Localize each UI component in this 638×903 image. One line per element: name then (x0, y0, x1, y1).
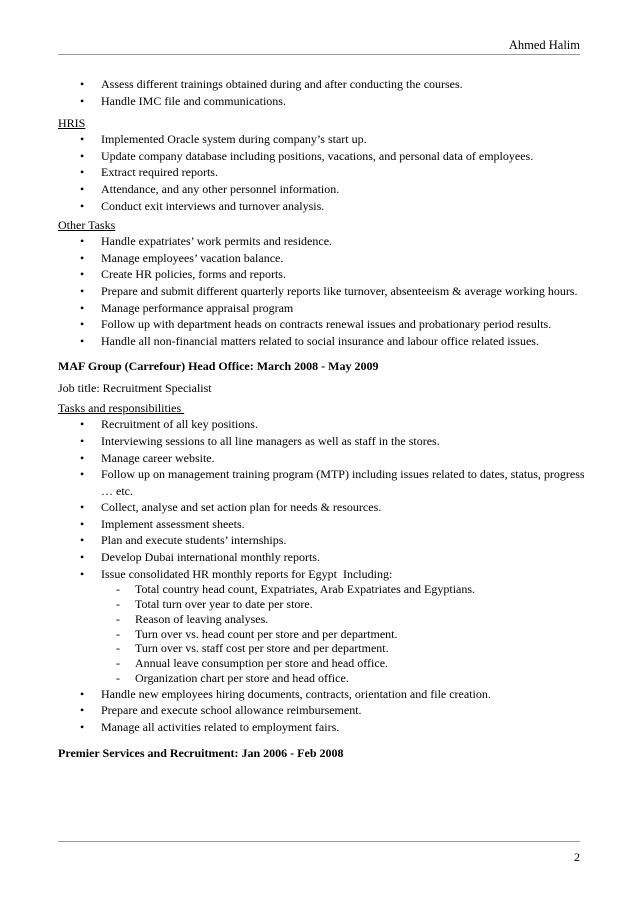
company-heading-maf: MAF Group (Carrefour) Head Office: March 2008 - May 2009 (58, 359, 379, 374)
list-item: • Manage career website. (58, 450, 588, 467)
list-item: • Prepare and execute school allowance reimbursement. (58, 702, 588, 719)
sub-list-item: - Organization chart per store and head office. (58, 671, 588, 686)
sub-list-item: - Total turn over year to date per store. (58, 597, 588, 612)
list-item: • Develop Dubai international monthly reports. (58, 549, 588, 566)
list-item: • Implemented Oracle system during company’s start up. (58, 131, 588, 148)
list-item: • Follow up on management training program (MTP) including issues related to dates, status, progress … etc. (58, 466, 588, 499)
list-item: • Prepare and submit different quarterly reports like turnover, absenteeism & average working hours. (58, 283, 588, 300)
list-item: • Plan and execute students’ internships. (58, 532, 588, 549)
sub-list-item: - Annual leave consumption per store and head office. (58, 656, 588, 671)
list-item: • Issue consolidated HR monthly reports for Egypt Including: (58, 566, 588, 583)
document-body (58, 76, 588, 762)
sub-list-item: - Turn over vs. staff cost per store and per department. (58, 641, 588, 656)
list-item: • Extract required reports. (58, 164, 588, 181)
list-item: • Handle all non-financial matters related to social insurance and labour office related issues. (58, 333, 588, 350)
other-tasks-bullet-list (58, 233, 588, 349)
list-item: • Handle IMC file and communications. (58, 93, 588, 110)
job-title: Job title: Recruitment Specialist (58, 381, 212, 396)
hris-bullet-list (58, 131, 588, 214)
section-heading-tasks: Tasks and responsibilities (58, 401, 185, 416)
list-item: • Manage all activities related to employment fairs. (58, 719, 588, 736)
list-item: • Manage performance appraisal program (58, 300, 588, 317)
section-heading-other-tasks: Other Tasks (58, 218, 116, 233)
monthly-reports-sub-list (58, 582, 588, 686)
list-item: • Interviewing sessions to all line managers as well as staff in the stores. (58, 433, 588, 450)
section-heading-hris: HRIS (58, 116, 86, 131)
list-item: • Handle new employees hiring documents, contracts, orientation and file creation. (58, 686, 588, 703)
footer-divider (58, 841, 580, 842)
header-divider (58, 54, 580, 55)
maf-bullet-list-continued (58, 686, 588, 736)
list-item: • Manage employees’ vacation balance. (58, 250, 588, 267)
sub-list-item: - Turn over vs. head count per store and per department. (58, 627, 588, 642)
continued-bullet-list (58, 76, 588, 109)
list-item: • Attendance, and any other personnel information. (58, 181, 588, 198)
list-item: • Assess different trainings obtained during and after conducting the courses. (58, 76, 588, 93)
list-item: • Create HR policies, forms and reports. (58, 266, 588, 283)
company-heading-premier: Premier Services and Recruitment: Jan 2006 - Feb 2008 (58, 745, 344, 760)
sub-list-item: - Total country head count, Expatriates, Arab Expatriates and Egyptians. (58, 582, 588, 597)
list-item: • Handle expatriates’ work permits and residence. (58, 233, 588, 250)
list-item: • Collect, analyse and set action plan for needs & resources. (58, 499, 588, 516)
list-item: • Follow up with department heads on contracts renewal issues and probationary period results. (58, 316, 588, 333)
list-item: • Conduct exit interviews and turnover analysis. (58, 198, 588, 215)
sub-list-item: - Reason of leaving analyses. (58, 612, 588, 627)
header-name: Ahmed Halim (508, 38, 580, 52)
page-number: 2 (574, 850, 580, 864)
list-item: • Recruitment of all key positions. (58, 416, 588, 433)
maf-bullet-list (58, 416, 588, 582)
list-item: • Implement assessment sheets. (58, 516, 588, 533)
list-item: • Update company database including positions, vacations, and personal data of employees. (58, 148, 588, 165)
